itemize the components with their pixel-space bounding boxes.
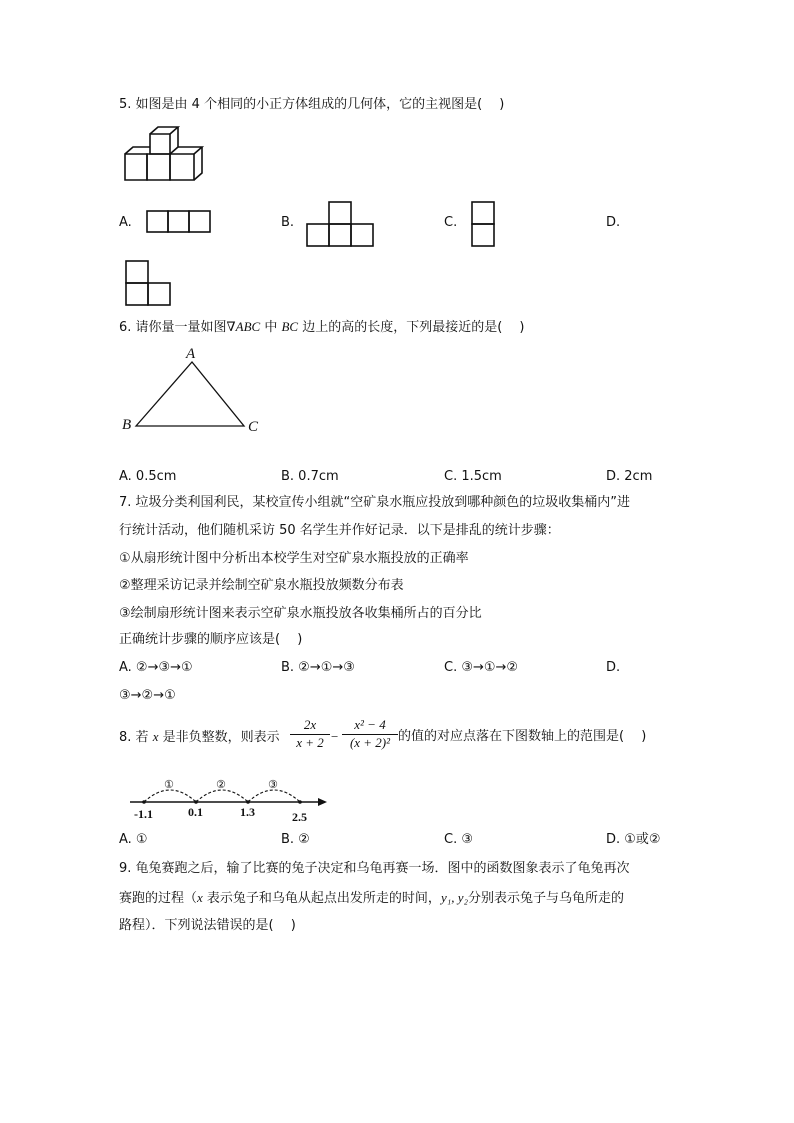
q8-arc-label-1: ① [164,778,174,791]
q8-option-c[interactable]: C. ③ [444,832,473,847]
q5-option-a-figure[interactable] [145,209,215,235]
q9-line1: 9. 龟兔赛跑之后，输了比赛的兔子决定和乌龟再赛一场．图中的函数图象表示了龟兔再次 [119,861,630,876]
q5-option-c-figure[interactable] [470,200,498,248]
q7-step3: ③绘制扇形统计图来表示空矿泉水瓶投放各收集桶所占的百分比 [119,606,482,621]
q8-arc-label-2: ② [216,778,226,791]
q8-stem-post: 的值的对应点落在下图数轴上的范围是( ) [398,729,647,744]
q8-option-d[interactable]: D. ①或② [606,832,661,847]
q6-vertex-a: A [186,346,196,362]
q8-fraction-1 [290,717,330,751]
axis-arrow [318,798,327,806]
q8-tick-label-3: 1.3 [240,805,255,819]
q6-vertex-c: C [248,419,259,435]
q6-option-a[interactable]: A. 0.5cm [119,469,177,484]
q8-fraction-1-numerator: 2x [290,717,330,735]
q8-tick-label-1: -1.1 [134,807,153,821]
q5-option-c-label: C. [444,215,458,230]
q7-line2: 行统计活动，他们随机采访 50 名学生并作好记录．以下是排乱的统计步骤： [119,523,560,538]
q8-minus-sign: − [331,729,339,744]
q5-stem: 5. 如图是由 4 个相同的小正方体组成的几何体，它的主视图是( ) [119,97,505,112]
q8-option-b[interactable]: B. ② [281,832,310,847]
q7-step2: ②整理采访记录并绘制空矿泉水瓶投放频数分布表 [119,578,404,593]
q9-line2: 赛跑的过程（x 表示兔子和乌龟从起点出发所走的时间，y₁, y₂分别表示兔子与乌龟所走的 [119,890,625,906]
q8-fraction-2 [342,717,398,751]
q8-fraction-1-denominator: x + 2 [296,735,324,750]
q6-vertex-b: B [122,417,132,433]
q5-option-b-figure[interactable] [305,200,377,250]
q7-option-d[interactable]: D. [606,660,621,675]
q9-line3: 路程）．下列说法错误的是( ) [119,918,296,933]
q7-option-a[interactable]: A. ②→③→① [119,660,193,675]
q8-tick-label-2: 0.1 [188,805,203,819]
q8-fraction-2-numerator: x² − 4 [342,717,398,735]
q7-option-b[interactable]: B. ②→①→③ [281,660,355,675]
q7-question: 正确统计步骤的顺序应该是( ) [119,632,303,647]
q6-stem: 6. 请你量一量如图∇ABC 中 BC 边上的高的长度，下列最接近的是( ) [119,319,525,335]
q5-option-b-label: B. [281,215,295,230]
q5-option-d-figure[interactable] [124,259,176,309]
q8-stem-pre: 8. 若 x 是非负整数，则表示 [119,729,280,745]
q6-option-d[interactable]: D. 2cm [606,469,653,484]
q7-line1: 7. 垃圾分类利国利民，某校宣传小组就“空矿泉水瓶应投放到哪种颜色的垃圾收集桶内”进 [119,495,631,510]
q5-solid-figure [122,124,212,184]
q5-option-d-label: D. [606,215,621,230]
q6-option-b[interactable]: B. 0.7cm [281,469,339,484]
q8-arc-label-3: ③ [268,778,278,791]
q8-fraction-2-denominator: (x + 2)² [349,735,391,750]
q6-option-c[interactable]: C. 1.5cm [444,469,502,484]
q7-option-d-continued[interactable]: ③→②→① [119,688,176,703]
q7-option-c[interactable]: C. ③→①→② [444,660,519,675]
q5-option-a-label: A. [119,215,132,230]
q8-tick-label-4: 2.5 [292,810,307,824]
q7-step1: ①从扇形统计图中分析出本校学生对空矿泉水瓶投放的正确率 [119,551,469,566]
q8-option-a[interactable]: A. ① [119,832,148,847]
